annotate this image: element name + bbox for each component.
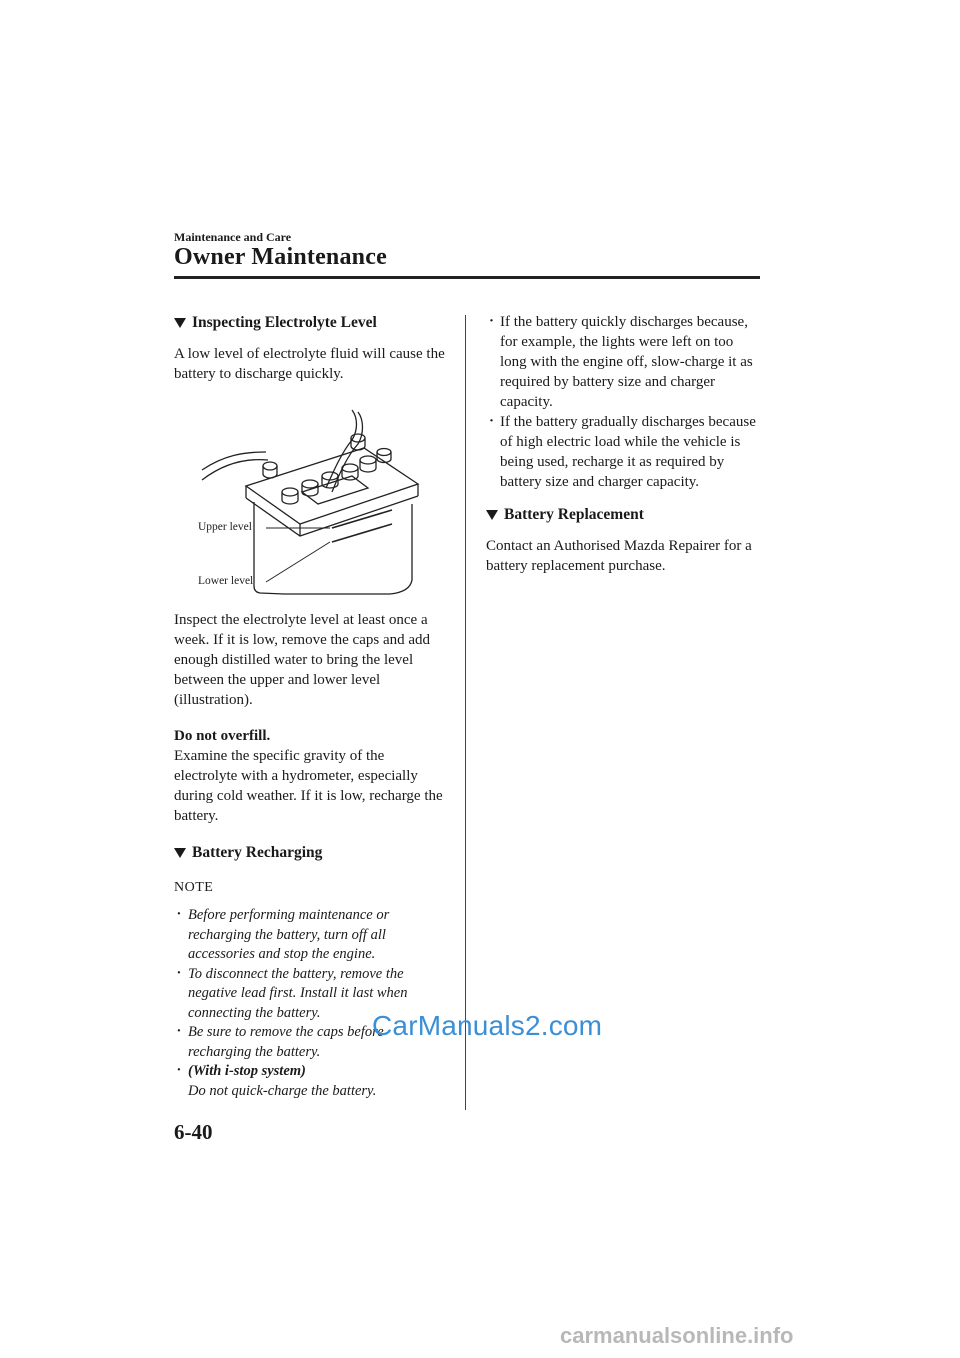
battery-icon — [174, 400, 446, 598]
specific-gravity-text: Examine the specific gravity of the electrolyte with a hydrometer, especially during cold weather. If it is low, recharge the battery. — [174, 748, 443, 824]
note-item — [174, 1062, 446, 1101]
note-istop-text: Do not quick-charge the battery. — [188, 1082, 377, 1099]
battery-illustration — [174, 400, 446, 598]
triangle-down-icon — [174, 848, 186, 858]
left-column — [174, 312, 446, 1111]
right-column — [486, 312, 762, 592]
heading-battery-recharging — [174, 842, 446, 864]
heading-text: Battery Recharging — [192, 844, 323, 861]
overfill-warning: Do not overfill. — [174, 728, 271, 744]
paragraph-inspect: Inspect the electrolyte level at least once a week. If it is low, remove the caps and add enough distilled water to bring the level between the upper and lower level (illustration). — [174, 612, 431, 708]
recharge-item: · If the battery gradually discharges because of high electric load while the vehicle is being used, recharge it as required by battery size and charger capacity. — [486, 412, 762, 492]
title-rule — [174, 276, 760, 279]
note-item: · To disconnect the battery, remove the negative lead first. Install it last when connecting the battery. — [174, 965, 446, 1024]
note-item: · Before performing maintenance or recharging the battery, turn off all accessories and stop the engine. — [174, 906, 446, 965]
page-title: Owner Maintenance — [174, 244, 387, 270]
heading-text: Battery Replacement — [504, 506, 644, 523]
paragraph-low-level: A low level of electrolyte fluid will cause the battery to discharge quickly. — [174, 346, 445, 382]
note-istop-label: (With i-stop system) — [188, 1063, 306, 1079]
heading-inspecting-electrolyte — [174, 312, 446, 334]
recharge-list — [486, 312, 762, 492]
triangle-down-icon — [486, 510, 498, 520]
triangle-down-icon — [174, 318, 186, 328]
paragraph-replacement: Contact an Authorised Mazda Repairer for a battery replacement purchase. — [486, 538, 752, 574]
note-item: · Be sure to remove the caps before recharging the battery. — [174, 1023, 446, 1062]
note-list — [174, 906, 446, 1101]
recharge-item: · If the battery quickly discharges because, for example, the lights were left on too long with the engine off, slow-charge it as required by battery size and charger capacity. — [486, 312, 762, 412]
section-label: Maintenance and Care — [174, 230, 292, 244]
watermark-logo: CarManuals2.com — [372, 1010, 603, 1041]
column-divider — [465, 315, 466, 1110]
heading-text: Inspecting Electrolyte Level — [192, 314, 377, 331]
note-title: NOTE — [174, 880, 214, 895]
lower-level-label: Lower level — [198, 575, 254, 587]
footer-watermark: carmanualsonline.info — [560, 1323, 794, 1348]
page-number: 6-40 — [174, 1120, 213, 1144]
paragraph-overfill — [174, 726, 446, 826]
heading-battery-replacement — [486, 504, 762, 526]
upper-level-label: Upper level — [198, 521, 252, 533]
